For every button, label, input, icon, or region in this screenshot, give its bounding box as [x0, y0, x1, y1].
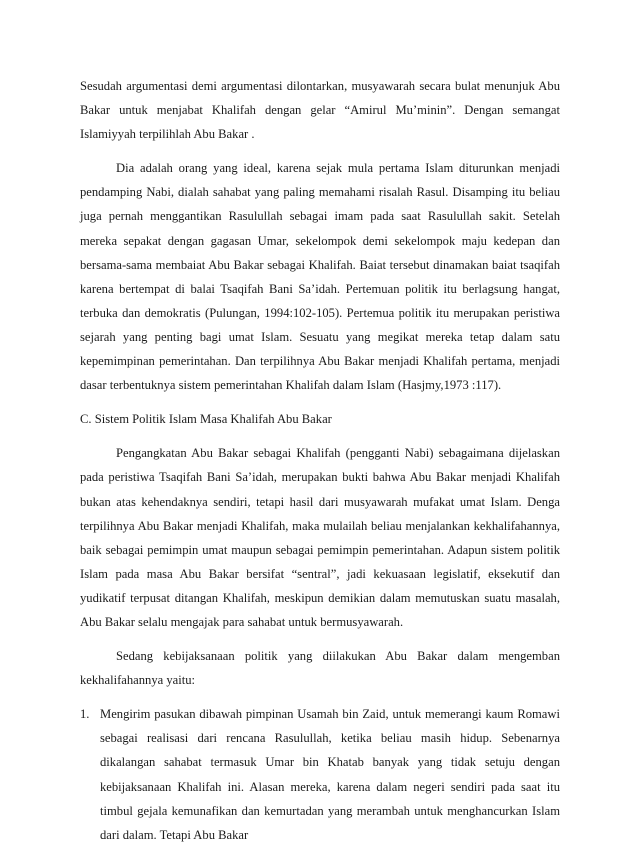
list-item	[80, 702, 560, 847]
paragraph-intro: Sesudah argumentasi demi argumentasi dilontarkan, musyawarah secara bulat menunjuk Abu Bakar untuk menjabat Khalifah dengan gelar “Amirul Mu’minin”. Dengan semangat Islamiyyah terpilihlah Abu Bakar .	[80, 79, 560, 142]
list-item-text: Mengirim pasukan dibawah pimpinan Usamah bin Zaid, untuk memerangi kaum Romawi sebagai realisasi dari rencana Rasulullah, ketika beliau masih hidup. Sebenarnya dikalangan sahabat termasuk Umar bin Khatab banyak yang tidak setuju dengan kebijaksanaan Khalifah ini. Alasan mereka, karena dalam negeri sendiri pada saat itu timbul gejala kemunafikan dan kemurtadan yang merambah untuk menghancurkan Islam dari dalam. Tetapi Abu Bakar	[100, 707, 560, 842]
list-item-number: 1.	[80, 707, 90, 722]
paragraph-gap	[80, 634, 560, 644]
paragraph-gap	[80, 692, 560, 702]
paragraph-gap	[80, 397, 560, 407]
policy-list	[80, 702, 560, 847]
paragraph-gap	[80, 431, 560, 441]
paragraph-pengangkatan: Pengangkatan Abu Bakar sebagai Khalifah (pengganti Nabi) sebagaimana dijelaskan pada peristiwa Tsaqifah Bani Sa’idah, merupakan bukti bahwa Abu Bakar menjadi Khalifah bukan atas kehendaknya sendiri, tetapi hasil dari musyawarah mufakat umat Islam. Denga terpilihnya Abu Bakar menjadi Khalifah, maka mulailah beliau menjalankan kekhalifahannya, baik sebagai pemimpin umat maupun sebagai pemimpin pemerintahan. Adapun sistem politik Islam pada masa Abu Bakar bersifat “sentral”, jadi kekuasaan legislatif, eksekutif dan yudikatif terpusat ditangan Khalifah, meskipun demikian dalam memutuskan suatu masalah, Abu Bakar selalu mengajak para sahabat untuk bermusyawarah.	[80, 446, 560, 629]
paragraph-kebijaksanaan: Sedang kebijaksanaan politik yang diilakukan Abu Bakar dalam mengemban kekhalifahannya yaitu:	[80, 649, 560, 688]
paragraph-abu-bakar-ideal: Dia adalah orang yang ideal, karena sejak mula pertama Islam diturunkan menjadi pendamping Nabi, dialah sahabat yang paling memahami risalah Rasul. Disamping itu beliau juga pernah menggantikan Rasulullah sebagai imam pada saat Rasulullah sakit. Setelah mereka sepakat dengan gagasan Umar, sekelompok demi sekelompok maju kedepan dan bersama-sama membaiat Abu Bakar sebagai Khalifah. Baiat tersebut dinamakan baiat tsaqifah karena bertempat di balai Tsaqifah Bani Sa’idah. Pertemuan politik itu berlagsung hangat, terbuka dan demokratis (Pulungan, 1994:102-105). Pertemua politik itu merupakan peristiwa sejarah yang penting bagi umat Islam. Sesuatu yang megikat mereka tetap dalam satu kepemimpinan pemerintahan. Dan terpilihnya Abu Bakar menjadi Khalifah pertama, menjadi dasar terbentuknya sistem pemerintahan Khalifah dalam Islam (Hasjmy,1973 :117).	[80, 161, 560, 393]
paragraph-gap	[80, 146, 560, 156]
section-heading-c: C. Sistem Politik Islam Masa Khalifah Abu Bakar	[80, 412, 332, 427]
